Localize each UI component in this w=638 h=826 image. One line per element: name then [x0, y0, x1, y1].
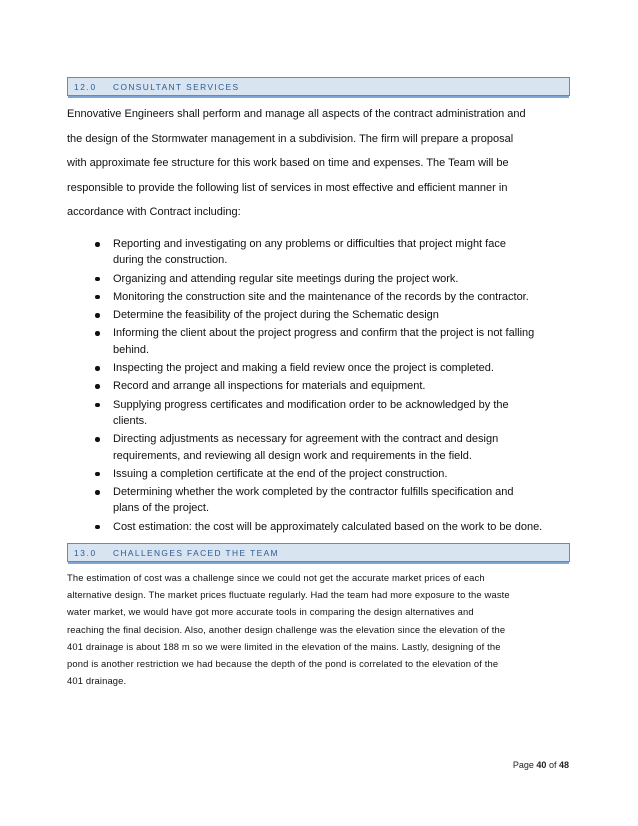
- total-page-number: 48: [558, 760, 569, 770]
- list-item: [91, 236, 571, 269]
- bullet-icon: [95, 313, 100, 318]
- section-title: CONSULTANT SERVICES: [113, 81, 240, 92]
- bullet-icon: [95, 384, 100, 389]
- list-item-text: requirements, and reviewing all design work and requirements in the field.: [113, 449, 472, 462]
- list-item: [91, 307, 571, 323]
- paragraph-line: with approximate fee structure for this work based on time and expenses. The Team will be: [67, 157, 509, 170]
- section-number: 12.0: [74, 81, 97, 92]
- page-number-footer: [513, 760, 569, 770]
- section-heading-challenges: [67, 543, 570, 562]
- bullet-icon: [95, 525, 100, 530]
- paragraph-line: 401 drainage.: [67, 675, 127, 687]
- bullet-icon: [95, 331, 100, 336]
- bullet-icon: [95, 366, 100, 371]
- list-item: [91, 378, 571, 394]
- list-item: [91, 484, 571, 517]
- list-item-text: during the construction.: [113, 254, 228, 267]
- challenges-paragraph: [67, 569, 577, 689]
- page-label: Page: [512, 760, 534, 770]
- bullet-icon: [95, 242, 100, 247]
- bullet-icon: [95, 437, 100, 442]
- list-item: [91, 466, 571, 482]
- list-item-text: Inspecting the project and making a field review once the project is completed.: [113, 362, 494, 375]
- list-item-text: Monitoring the construction site and the maintenance of the records by the contractor.: [113, 290, 529, 303]
- bullet-icon: [95, 295, 100, 300]
- list-item-text: Determining whether the work completed by the contractor fulfills specification and: [113, 486, 514, 499]
- list-item: [91, 519, 571, 535]
- list-item-text: Directing adjustments as necessary for agreement with the contract and design: [113, 433, 499, 446]
- consultant-services-paragraph: [67, 102, 577, 225]
- bullet-icon: [95, 277, 100, 282]
- paragraph-line: water market, we would have got more accurate tools in comparing the design alternatives and: [67, 606, 474, 618]
- paragraph-line: the design of the Stormwater management in a subdivision. The firm will prepare a proposal: [67, 132, 514, 145]
- heading-underline: [68, 96, 569, 98]
- section-number: 13.0: [74, 547, 97, 558]
- list-item: [91, 431, 571, 464]
- list-item: [91, 271, 571, 287]
- list-item-text: Cost estimation: the cost will be approximately calculated based on the work to be done.: [113, 520, 543, 533]
- paragraph-line: responsible to provide the following list of services in most effective and efficient manner in: [67, 181, 508, 194]
- list-item-text: Informing the client about the project progress and confirm that the project is not falling: [113, 327, 535, 340]
- paragraph-line: alternative design. The market prices fluctuate regularly. Had the team had more exposure to the waste: [67, 589, 510, 601]
- list-item-text: Supplying progress certificates and modification order to be acknowledged by the: [113, 398, 509, 411]
- current-page-number: 40: [536, 760, 547, 770]
- list-item-text: Organizing and attending regular site meetings during the project work.: [113, 272, 459, 285]
- list-item: [91, 289, 571, 305]
- list-item-text: Issuing a completion certificate at the end of the project construction.: [113, 467, 448, 480]
- bullet-icon: [95, 403, 100, 408]
- list-item: [91, 397, 571, 430]
- page-of-label: of: [548, 760, 557, 770]
- list-item: [91, 325, 571, 358]
- list-item-text: Reporting and investigating on any problems or difficulties that project might face: [113, 238, 506, 250]
- list-item: [91, 360, 571, 376]
- section-heading-consultant-services: [67, 77, 570, 96]
- list-item-text: Determine the feasibility of the project during the Schematic design: [113, 309, 439, 322]
- services-bullet-list: [91, 236, 571, 537]
- list-item-text: Record and arrange all inspections for materials and equipment.: [113, 380, 426, 393]
- paragraph-line: 401 drainage is about 188 m so we were limited in the elevation of the mains. Lastly, designing of the: [67, 640, 501, 652]
- bullet-icon: [95, 490, 100, 495]
- section-title: CHALLENGES FACED THE TEAM: [113, 547, 279, 558]
- paragraph-line: pond is another restriction we had because the depth of the pond is correlated to the elevation of the: [67, 658, 499, 670]
- list-item-text: behind.: [113, 343, 150, 356]
- bullet-icon: [95, 472, 100, 477]
- paragraph-line: Ennovative Engineers shall perform and manage all aspects of the contract administration and: [67, 108, 526, 120]
- paragraph-line: The estimation of cost was a challenge since we could not get the accurate market prices of each: [67, 572, 485, 583]
- heading-underline: [68, 562, 569, 564]
- list-item-text: plans of the project.: [113, 502, 210, 515]
- paragraph-line: reaching the final decision. Also, another design challenge was the elevation since the elevation of the: [67, 623, 506, 635]
- list-item-text: clients.: [113, 414, 148, 427]
- paragraph-line: accordance with Contract including:: [67, 206, 241, 219]
